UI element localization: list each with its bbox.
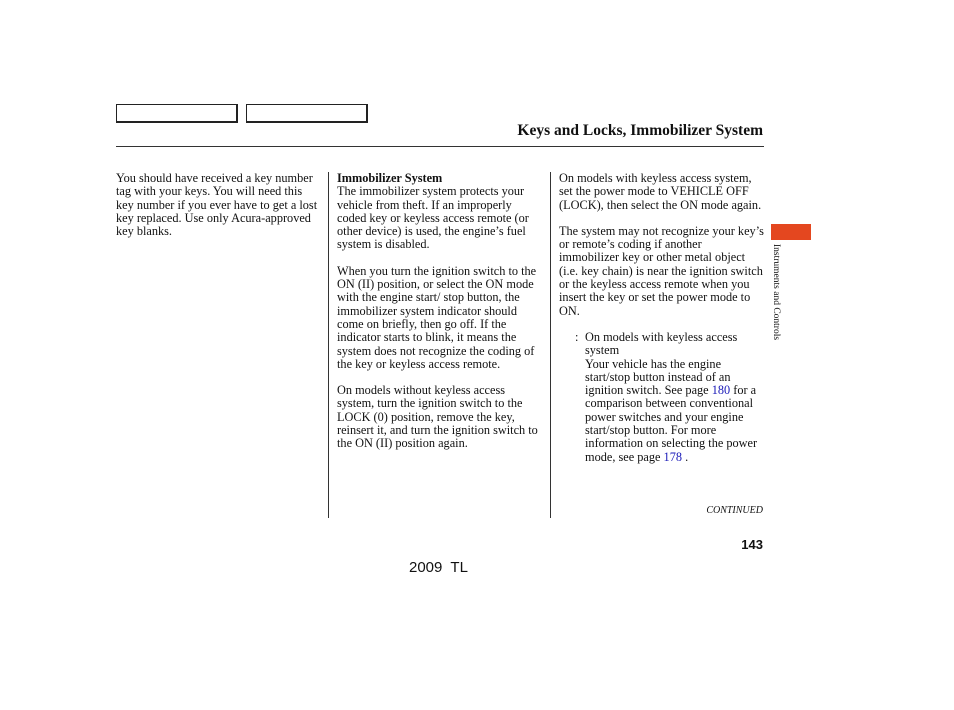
section-heading: Immobilizer System xyxy=(337,171,443,185)
with-keyless-paragraph: On models with keyless access system, set the power mode to VEHICLE OFF (LOCK), then select the ON mode again. xyxy=(559,171,762,212)
footnote-text-3: . xyxy=(685,449,689,464)
footer-model: 2009 TL xyxy=(409,559,468,576)
column-3 xyxy=(559,172,764,464)
page-title: Keys and Locks, Immobilizer System xyxy=(517,122,763,139)
page-link-178[interactable]: 178 xyxy=(663,449,682,464)
continued-label: CONTINUED xyxy=(706,505,763,516)
page-number: 143 xyxy=(741,537,763,552)
footnote-text-2: for a comparison between conventional power switches and your engine start/stop button. For more information on selecting the power mode, see page xyxy=(585,383,758,464)
page-link-180[interactable]: 180 xyxy=(711,383,731,398)
column-1 xyxy=(116,172,321,238)
column-divider-2 xyxy=(550,172,551,518)
column-2 xyxy=(337,172,542,451)
section-tab-marker xyxy=(771,224,811,240)
indicator-paragraph: When you turn the ignition switch to the ON (II) position, or select the ON mode with the engine start/ stop button, the immobilizer system indicator should come on briefly, then go off. If the indicator starts to blink, it means the system does not recognize the coding of the key or keyless access remote. xyxy=(337,263,537,371)
footnote-body xyxy=(585,358,764,464)
title-divider xyxy=(116,146,764,147)
side-section-label: Instruments and Controls xyxy=(771,244,781,341)
without-keyless-paragraph: On models without keyless access system, turn the ignition switch to the LOCK (0) position, remove the key, reinsert it, and turn the ignition switch to the ON (II) position again. xyxy=(337,383,538,451)
footnote-marker: : xyxy=(575,329,579,344)
footnote xyxy=(559,331,764,464)
immobilizer-intro-paragraph: The immobilizer system protects your vehicle from theft. If an improperly coded key or keyless access remote (or other device) is used, the engine’s fuel system is disabled. xyxy=(337,184,529,252)
nav-button-previous[interactable] xyxy=(116,104,238,123)
column-divider-1 xyxy=(328,172,329,518)
footnote-text-1: Your vehicle has the engine start/stop button instead of an ignition switch. See page xyxy=(585,356,731,398)
key-number-paragraph: You should have received a key number tag with your keys. You will need this key number if you ever have to get a lost key replaced. Use only Acura-approved key blanks. xyxy=(116,171,318,239)
nav-button-next[interactable] xyxy=(246,104,368,123)
footnote-title: On models with keyless access system xyxy=(585,329,738,358)
coding-paragraph: The system may not recognize your key’s or remote’s coding if another immobilizer key or other metal object (i.e. key chain) is near the ignition switch or the keyless access remote when you insert the key or set the power mode to ON. xyxy=(559,223,764,318)
